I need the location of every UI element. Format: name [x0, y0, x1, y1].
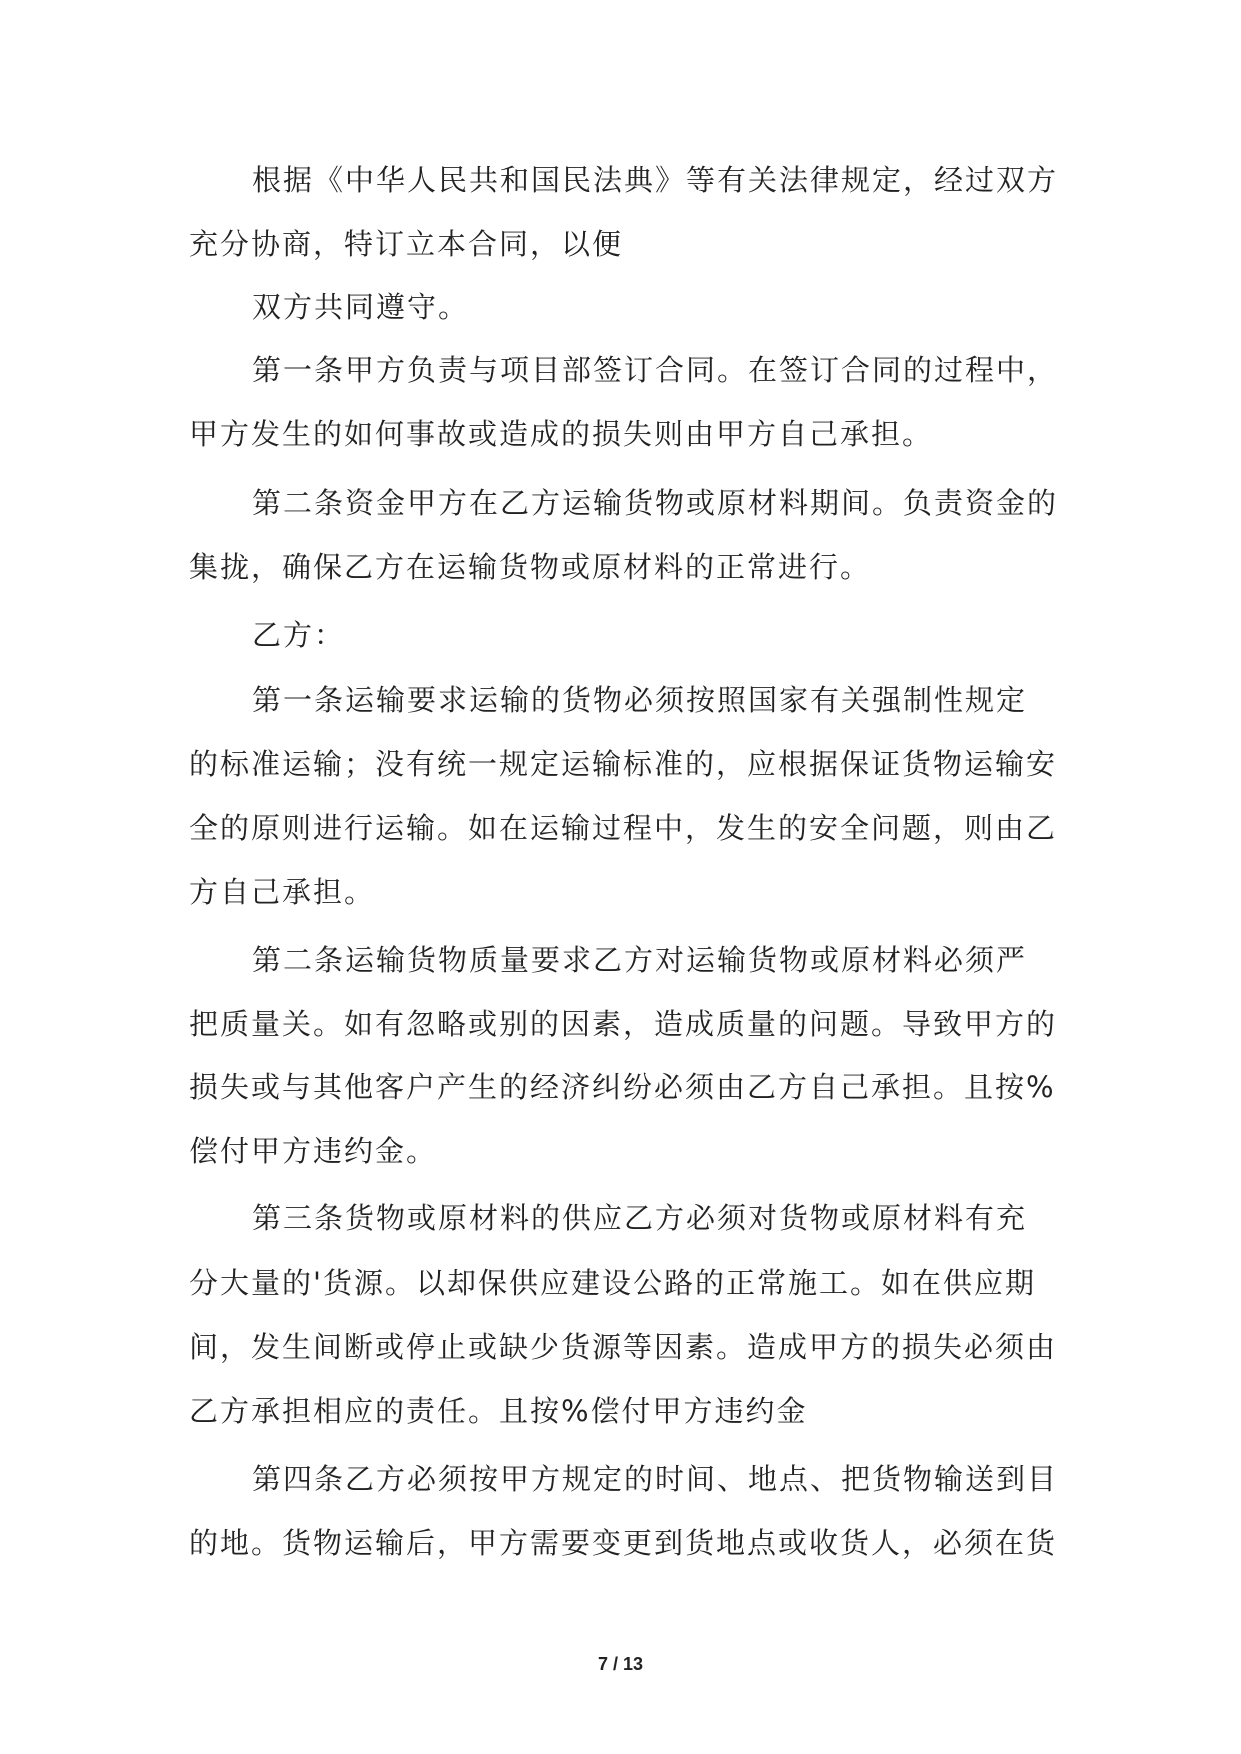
text-line: 的地。货物运输后，甲方需要变更到货地点或收货人，必须在货 — [189, 1526, 1058, 1560]
text-line: 甲方发生的如何事故或造成的损失则由甲方自己承担。 — [189, 417, 934, 451]
text-line: 第二条运输货物质量要求乙方对运输货物或原材料必须严 — [252, 943, 1028, 977]
text-line: 分大量的'货源。以却保供应建设公路的正常施工。如在供应期 — [189, 1266, 1036, 1300]
text-line: 全的原则进行运输。如在运输过程中，发生的安全问题，则由乙 — [189, 811, 1058, 845]
text-line: 双方共同遵守。 — [252, 290, 470, 324]
text-line: 第一条甲方负责与项目部签订合同。在签订合同的过程中， — [252, 353, 1059, 387]
text-line: 损失或与其他客户产生的经济纠纷必须由乙方自己承担。且按% — [189, 1070, 1056, 1104]
text-line: 偿付甲方违约金。 — [189, 1134, 438, 1168]
text-line: 充分协商，特订立本合同，以便 — [189, 227, 624, 261]
text-line: 集拢，确保乙方在运输货物或原材料的正常进行。 — [189, 550, 872, 584]
text-line: 第一条运输要求运输的货物必须按照国家有关强制性规定 — [252, 683, 1028, 717]
text-line: 间，发生间断或停止或缺少货源等因素。造成甲方的损失必须由 — [189, 1330, 1058, 1364]
text-line: 第四条乙方必须按甲方规定的时间、地点、把货物输送到目 — [252, 1462, 1059, 1496]
text-line: 把质量关。如有忽略或别的因素，造成质量的问题。导致甲方的 — [189, 1007, 1058, 1041]
text-line: 乙方： — [252, 618, 346, 652]
page-number: 7 / 13 — [597, 1654, 644, 1674]
text-line: 根据《中华人民共和国民法典》等有关法律规定，经过双方 — [252, 163, 1059, 197]
text-line: 第二条资金甲方在乙方运输货物或原材料期间。负责资金的 — [252, 486, 1059, 520]
text-line: 乙方承担相应的责任。且按%偿付甲方违约金 — [189, 1394, 808, 1428]
text-line: 第三条货物或原材料的供应乙方必须对货物或原材料有充 — [252, 1201, 1028, 1235]
text-line: 的标准运输；没有统一规定运输标准的，应根据保证货物运输安 — [189, 747, 1058, 781]
text-line: 方自己承担。 — [189, 875, 376, 909]
